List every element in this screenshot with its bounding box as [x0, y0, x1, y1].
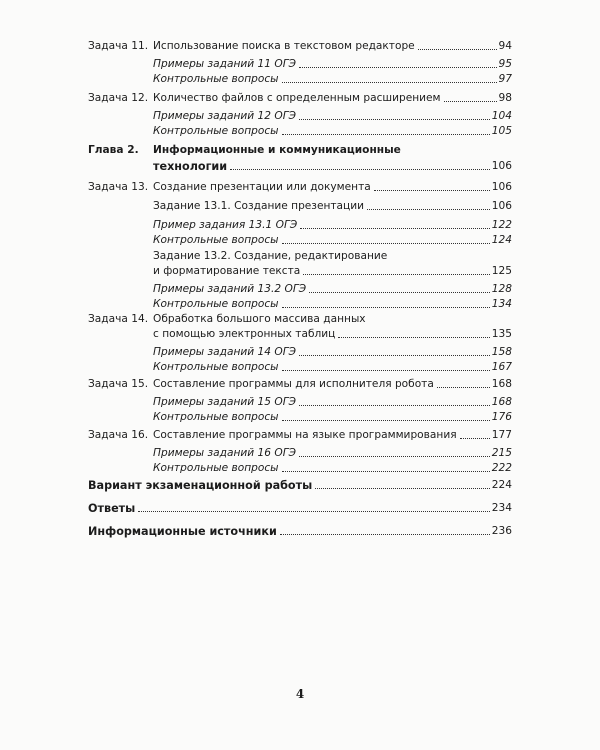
- toc-label: Задача 11.: [88, 40, 149, 52]
- toc-page: 106: [491, 160, 512, 172]
- toc-chapter-label: Глава 2.: [88, 144, 139, 156]
- toc-label: Задача 16.: [88, 429, 149, 441]
- toc-entry-task-15[interactable]: [88, 378, 512, 391]
- toc-page: 176: [491, 411, 512, 423]
- toc-title: Вариант экзаменационной работы: [88, 479, 313, 492]
- toc-entry-questions-15[interactable]: [153, 411, 512, 424]
- toc-entry-questions-12[interactable]: [153, 125, 512, 138]
- toc-entry-examples-13-2[interactable]: [153, 283, 512, 296]
- dot-leader: [282, 243, 490, 244]
- toc-title: Примеры заданий 15 ОГЭ: [153, 396, 297, 408]
- dot-leader: [282, 134, 490, 135]
- toc-page: 95: [498, 58, 512, 70]
- toc-page: 158: [491, 346, 512, 358]
- dot-leader: [418, 49, 497, 50]
- toc-entry-task-11[interactable]: [88, 40, 512, 53]
- toc-entry-questions-11[interactable]: [153, 73, 512, 86]
- toc-page: 104: [491, 110, 512, 122]
- toc-page: 215: [491, 447, 512, 459]
- toc-entry-chapter-2[interactable]: [153, 160, 512, 173]
- toc-entry-questions-13-1[interactable]: [153, 234, 512, 247]
- toc-page: 177: [491, 429, 512, 441]
- dot-leader: [299, 355, 490, 356]
- toc-title: Примеры заданий 11 ОГЭ: [153, 58, 297, 70]
- toc-title: Примеры заданий 12 ОГЭ: [153, 110, 297, 122]
- dot-leader: [280, 534, 490, 535]
- toc-title: Примеры заданий 13.2 ОГЭ: [153, 283, 307, 295]
- toc-page: 224: [491, 479, 512, 491]
- toc-entry-examples-11[interactable]: [153, 58, 512, 71]
- toc-title: Составление программы на языке программирования: [153, 429, 457, 441]
- dot-leader: [282, 420, 490, 421]
- toc-entry-questions-14[interactable]: [153, 361, 512, 374]
- toc-entry-questions-13-2[interactable]: [153, 298, 512, 311]
- toc-page: 135: [491, 328, 512, 340]
- toc-entry-questions-16[interactable]: [153, 462, 512, 475]
- toc-entry-subtask-13-1[interactable]: [153, 200, 512, 213]
- toc-entry-task-16[interactable]: [88, 429, 512, 442]
- dot-leader: [282, 471, 490, 472]
- dot-leader: [437, 387, 490, 388]
- toc-title: Контрольные вопросы: [153, 411, 279, 423]
- toc-entry-examples-15[interactable]: [153, 396, 512, 409]
- toc-chapter-title-line1: Информационные и коммуникационные: [153, 144, 401, 156]
- toc-title: с помощью электронных таблиц: [153, 328, 336, 340]
- toc-title: Пример задания 13.1 ОГЭ: [153, 219, 298, 231]
- toc-page: 98: [498, 92, 512, 104]
- toc-entry-exam-variant[interactable]: [88, 479, 512, 492]
- dot-leader: [303, 274, 489, 275]
- toc-title: технологии: [153, 160, 228, 173]
- toc-subtask-13-2-line1: Задание 13.2. Создание, редактирование: [153, 250, 388, 262]
- toc-entry-examples-16[interactable]: [153, 447, 512, 460]
- toc-entry-examples-14[interactable]: [153, 346, 512, 359]
- toc-entry-task-12[interactable]: [88, 92, 512, 105]
- toc-page: 222: [491, 462, 512, 474]
- dot-leader: [300, 228, 490, 229]
- toc-entry-task-13[interactable]: [88, 181, 512, 194]
- toc-page: 168: [491, 396, 512, 408]
- toc-page: 125: [491, 265, 512, 277]
- toc-page: 94: [498, 40, 512, 52]
- dot-leader: [230, 169, 490, 170]
- toc-page: 168: [491, 378, 512, 390]
- toc-title: и форматирование текста: [153, 265, 301, 277]
- dot-leader: [444, 101, 497, 102]
- toc-entry-task-14[interactable]: [153, 328, 512, 341]
- toc-title: Контрольные вопросы: [153, 125, 279, 137]
- toc-page: 105: [491, 125, 512, 137]
- toc-title: Количество файлов с определенным расширением: [153, 92, 441, 104]
- dot-leader: [282, 370, 490, 371]
- dot-leader: [299, 119, 490, 120]
- toc-label: Задача 14.: [88, 313, 149, 325]
- toc-title: Контрольные вопросы: [153, 73, 279, 85]
- toc-page: 134: [491, 298, 512, 310]
- toc-page: 106: [491, 181, 512, 193]
- toc-entry-examples-12[interactable]: [153, 110, 512, 123]
- toc-title: Контрольные вопросы: [153, 298, 279, 310]
- toc-page: 97: [498, 73, 512, 85]
- toc-title: Информационные источники: [88, 525, 277, 538]
- toc-label: Задача 15.: [88, 378, 149, 390]
- dot-leader: [309, 292, 490, 293]
- dot-leader: [299, 67, 496, 68]
- toc-page: 122: [491, 219, 512, 231]
- toc-title: Контрольные вопросы: [153, 361, 279, 373]
- dot-leader: [282, 82, 497, 83]
- toc-page: 128: [491, 283, 512, 295]
- dot-leader: [315, 488, 490, 489]
- toc-page: 167: [491, 361, 512, 373]
- dot-leader: [367, 209, 490, 210]
- toc-entry-answers[interactable]: [88, 502, 512, 515]
- toc-page: 106: [491, 200, 512, 212]
- dot-leader: [299, 405, 490, 406]
- toc-title: Задание 13.1. Создание презентации: [153, 200, 365, 212]
- toc-title: Контрольные вопросы: [153, 234, 279, 246]
- toc-title: Примеры заданий 16 ОГЭ: [153, 447, 297, 459]
- toc-label: Задача 12.: [88, 92, 149, 104]
- toc-title: Составление программы для исполнителя робота: [153, 378, 434, 390]
- dot-leader: [374, 190, 490, 191]
- page-number: 4: [295, 687, 305, 701]
- dot-leader: [460, 438, 490, 439]
- toc-title: Примеры заданий 14 ОГЭ: [153, 346, 297, 358]
- dot-leader: [138, 511, 490, 512]
- toc-entry-example-13-1[interactable]: [153, 219, 512, 232]
- dot-leader: [338, 337, 489, 338]
- toc-title: Ответы: [88, 502, 136, 515]
- dot-leader: [282, 307, 490, 308]
- toc-task-14-line1: Обработка большого массива данных: [153, 313, 366, 325]
- toc-page: 124: [491, 234, 512, 246]
- toc-entry-subtask-13-2[interactable]: [153, 265, 512, 278]
- toc-page: 236: [491, 525, 512, 537]
- toc-title: Контрольные вопросы: [153, 462, 279, 474]
- toc-page: 234: [491, 502, 512, 514]
- toc-entry-sources[interactable]: [88, 525, 512, 538]
- toc-label: Задача 13.: [88, 181, 149, 193]
- toc-title: Использование поиска в текстовом редакторе: [153, 40, 415, 52]
- toc-title: Создание презентации или документа: [153, 181, 371, 193]
- dot-leader: [299, 456, 490, 457]
